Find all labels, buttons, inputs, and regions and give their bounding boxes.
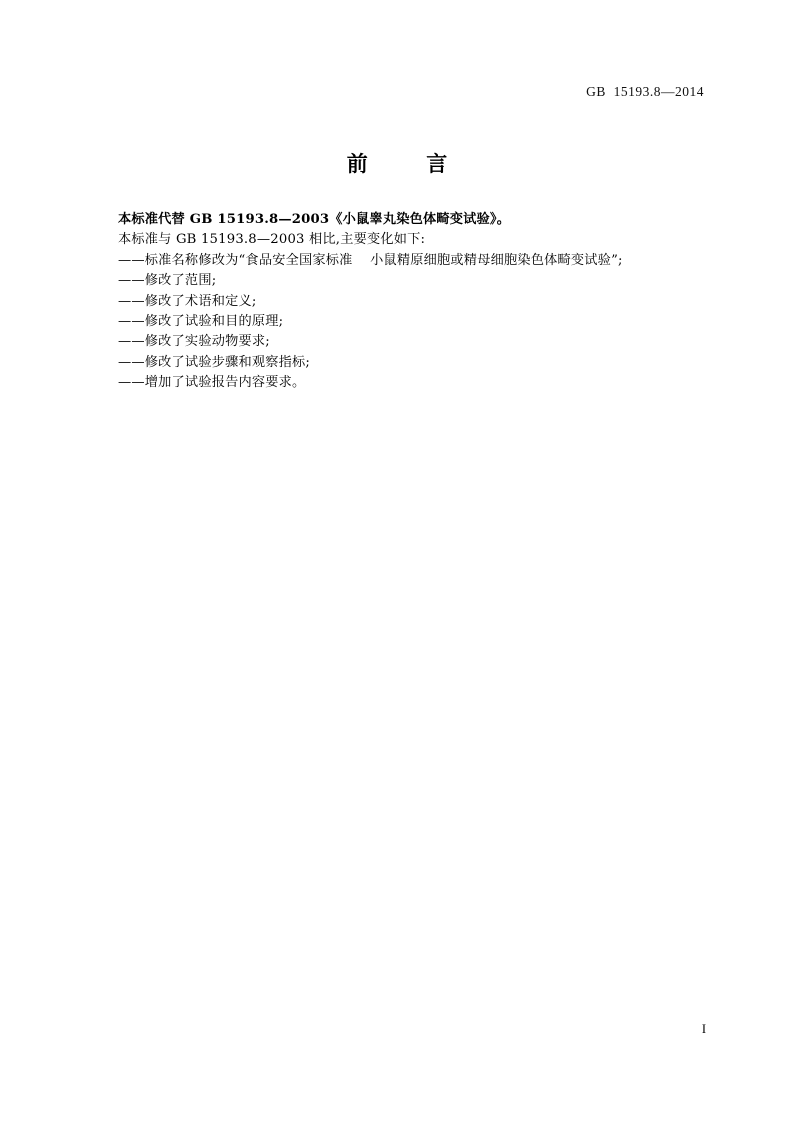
paragraph-replaces: 本标准代替 GB 15193.8—2003《小鼠睾丸染色体畸变试验》。 — [118, 212, 511, 227]
changes-list — [118, 251, 688, 394]
foreword-body — [118, 210, 688, 394]
list-item: ——增加了试验报告内容要求。 — [118, 375, 306, 391]
standard-code-header: GB 15193.8—2014 — [586, 84, 704, 99]
page-number: I — [701, 1022, 706, 1036]
list-item: ——修改了实验动物要求; — [118, 334, 270, 350]
list-item: ——标准名称修改为“食品安全国家标准 小鼠精原细胞或精母细胞染色体畸变试验”; — [118, 252, 623, 268]
list-item: ——修改了术语和定义; — [118, 293, 257, 309]
page-title: 前 言 — [346, 151, 448, 176]
list-item: ——修改了试验和目的原理; — [118, 314, 284, 330]
list-item: ——修改了试验步骤和观察指标; — [118, 354, 311, 370]
paragraph-changes-intro: 本标准与 GB 15193.8—2003 相比,主要变化如下: — [118, 232, 426, 248]
list-item: ——修改了范围; — [118, 273, 217, 289]
